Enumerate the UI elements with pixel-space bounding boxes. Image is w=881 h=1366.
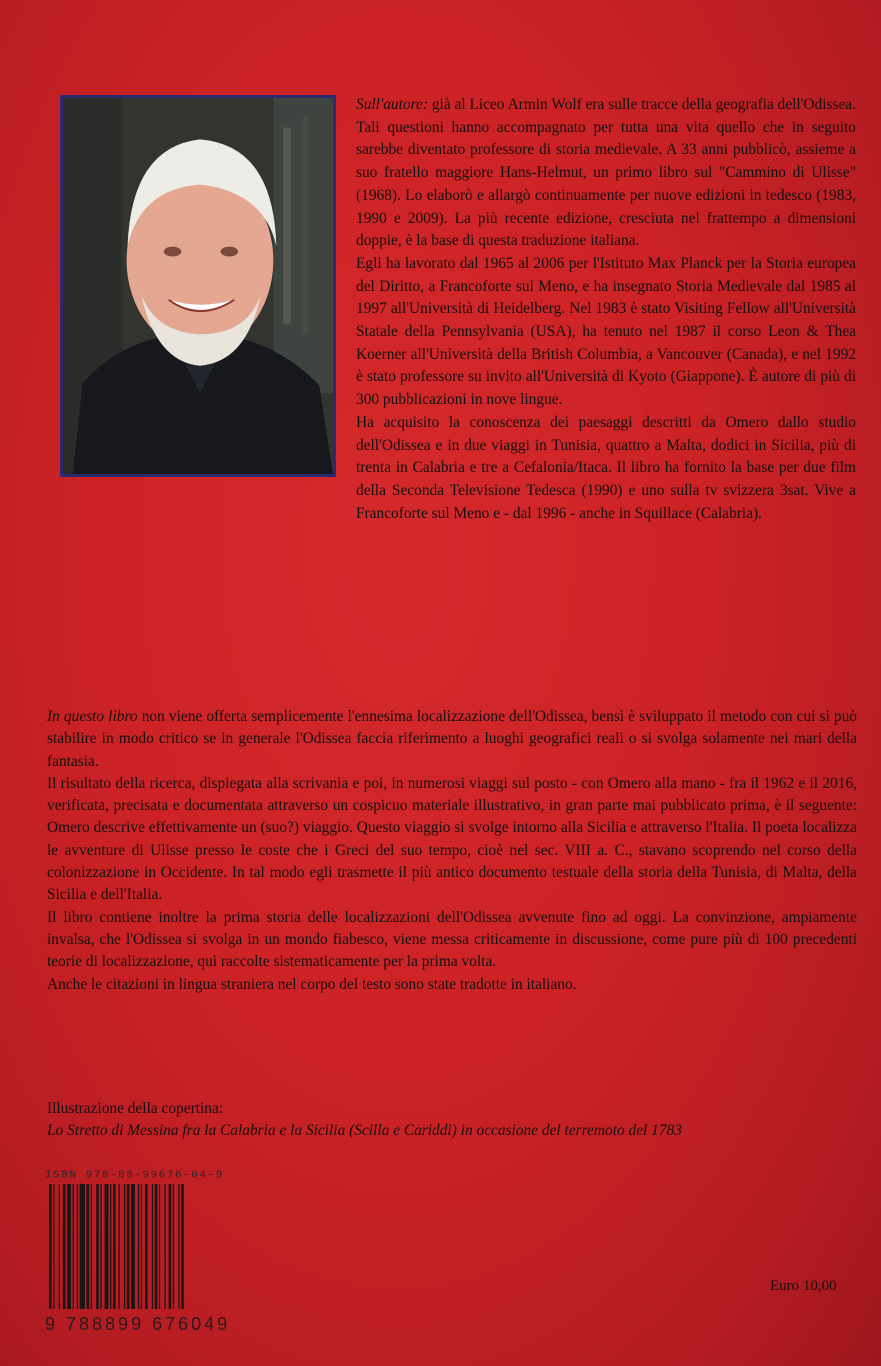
barcode-bar bbox=[49, 1184, 52, 1309]
description-paragraph-1 bbox=[47, 706, 857, 773]
barcode-bar bbox=[169, 1184, 172, 1309]
description-paragraph-3: Il libro contiene inoltre la prima storia delle localizzazioni dell'Odissea avvenute fino ad oggi. La convinzione, ampiamente invalsa, che l'Odissea si svolga in un mondo fiabesco, viene messa criticamente in discussione, come pure più di 100 precedenti teorie di localizzazione, qui raccolte sistematicamente per la prima volta. bbox=[47, 908, 857, 971]
barcode-bar bbox=[141, 1184, 142, 1309]
barcode-icon bbox=[45, 1184, 250, 1314]
barcode-bar bbox=[152, 1184, 153, 1309]
bio-paragraph-2: Egli ha lavorato dal 1965 al 2006 per l'Istituto Max Planck per la Storia europea del Diritto, a Francoforte sul Meno, e ha insegnato Storia Medievale dal 1985 al 1997 all'Università di Heidelberg. Nel 1983 è stato Visiting Fellow all'Università Statale della Pennsylvania (USA), ha tenuto nel 1987 il corso Leon & Thea Koerner all'Università della British Columbia, a Vancouver (Canada), e nel 1992 è stato professore su invito all'Università di Kyoto (Giappone). È autore di più di 300 pubblicazioni in nove lingue. bbox=[356, 254, 856, 409]
barcode-bar bbox=[110, 1184, 111, 1309]
barcode-bar bbox=[127, 1184, 130, 1309]
barcode-bar bbox=[96, 1184, 99, 1309]
barcode-bar bbox=[80, 1184, 85, 1309]
barcode-bar bbox=[67, 1184, 71, 1309]
description-text-1: non viene offerta semplicemente l'ennesima localizzazione dell'Odissea, bensì è sviluppato il metodo con cui si può stabilire in modo critico se in generale l'Odissea faccia riferimento a luoghi geografici reali o si svolga solamente nei mari della fantasia. bbox=[47, 708, 857, 770]
barcode-bar bbox=[53, 1184, 54, 1309]
description-lead: In questo libro bbox=[47, 708, 138, 725]
illustration-heading: Illustrazione della copertina: bbox=[47, 1100, 224, 1117]
barcode-bar bbox=[138, 1184, 139, 1309]
cover-illustration-credit bbox=[47, 1098, 867, 1143]
barcode-bar bbox=[113, 1184, 116, 1309]
barcode-bar bbox=[63, 1184, 66, 1309]
illustration-caption bbox=[47, 1120, 867, 1142]
barcode-bar bbox=[91, 1184, 92, 1309]
bio-lead: Sull'autore: bbox=[356, 96, 428, 113]
author-photo bbox=[60, 95, 336, 477]
barcode-bar bbox=[119, 1184, 120, 1309]
book-description bbox=[47, 706, 857, 996]
barcode-bar bbox=[59, 1184, 60, 1309]
bio-paragraph-3: Ha acquisito la conoscenza dei paesaggi descritti da Omero dallo studio dell'Odissea e in due viaggi in Tunisia, quattro a Malta, dodici in Sicilia, più di trenta in Calabria e tre a Cefalonia/Itaca. Il libro ha fornito la base per due film della Seconda Televisione Tedesca (1990) e uno sulla tv svizzera 3sat. Vive a Francoforte sul Meno e - dal 1996 - anche in Squillace (Calabria). bbox=[356, 413, 856, 522]
author-bio bbox=[356, 94, 856, 525]
description-paragraph-2: Il risultato della ricerca, dispiegata alla scrivania e poi, in numerosi viaggi sul posto - con Omero alla mano - fra il 1962 e il 2016, verificata, precisata e documentata attraverso un cospicuo materiale illustrativo, in gran parte mai pubblicato prima, è il seguente: Omero descrive effettivamente un (suo?) viaggio. Questo viaggio si svolge intorno alla Sicilia e attraverso l'Italia. Il poeta localizza le avventure di Ulisse presso le coste che i Greci del suo tempo, cioè nel sec. VIII a. C., stavano scoprendo nel corso della colonizzazione in Occidente. In tal modo egli trasmette il più antico documento testuale della storia della Tunisia, di Malta, della Sicilia e dell'Italia. bbox=[47, 774, 857, 904]
barcode bbox=[45, 1184, 250, 1314]
barcode-digits: 9 788899 676049 bbox=[45, 1314, 231, 1334]
isbn-label: ISBN 978-88-99676-04-9 bbox=[45, 1168, 224, 1181]
author-portrait-image bbox=[63, 98, 333, 474]
bio-paragraph-1 bbox=[356, 94, 856, 253]
barcode-bar bbox=[164, 1184, 165, 1309]
barcode-bar bbox=[155, 1184, 158, 1309]
barcode-bar bbox=[124, 1184, 125, 1309]
bio-text-1: già al Liceo Armin Wolf era sulle tracce della geografia dell'Odissea. Tali questioni hanno accompagnato per tutta una vita quello che in seguito sarebbe diventato professore di storia medievale. A 33 anni pubblicò, assieme a suo fratello maggiore Hans-Helmut, un primo libro sul "Cammino di Ulisse" (1968). Lo elaborò e allargò continuamente per nuove edizioni in tedesco (1983, 1990 e 2009). La più recente edizione, cresciuta nel frattempo a dimensioni doppie, è la base di questa traduzione italiana. bbox=[356, 96, 856, 250]
price-label: Euro 10,00 bbox=[770, 1278, 837, 1294]
barcode-bar bbox=[145, 1184, 148, 1309]
barcode-bar bbox=[105, 1184, 109, 1309]
barcode-bar bbox=[131, 1184, 135, 1309]
barcode-bar bbox=[173, 1184, 174, 1309]
description-paragraph-4: Anche le citazioni in lingua straniera nel corpo del testo sono state tradotte in italiano. bbox=[47, 975, 577, 993]
barcode-bar bbox=[100, 1184, 101, 1309]
barcode-bar bbox=[77, 1184, 78, 1309]
barcode-bar bbox=[87, 1184, 90, 1309]
barcode-bar bbox=[73, 1184, 74, 1309]
illustration-caption-text: Lo Stretto di Messina fra la Calabria e la Sicilia (Scilla e Cariddi) in occasione del terremoto del 1783 bbox=[47, 1122, 682, 1140]
barcode-bar bbox=[181, 1184, 184, 1309]
barcode-bar bbox=[178, 1184, 179, 1309]
barcode-bar bbox=[159, 1184, 160, 1309]
